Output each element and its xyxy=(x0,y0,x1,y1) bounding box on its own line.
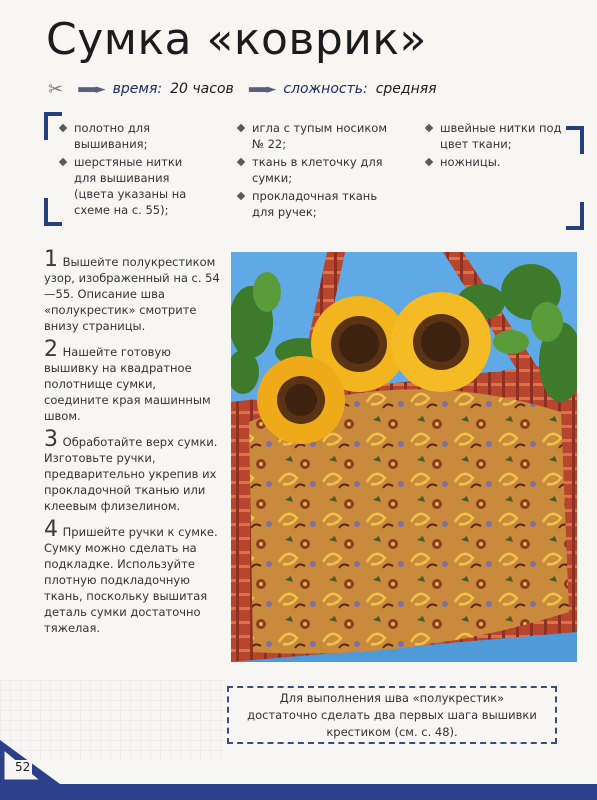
materials-column-1 xyxy=(58,120,208,220)
material-item: игла с тупым носиком № 22; xyxy=(236,120,396,152)
instruction-steps xyxy=(44,247,220,644)
step-number: 2 xyxy=(44,337,58,362)
scissors-icon: ✂ xyxy=(48,78,64,100)
step-number: 4 xyxy=(44,517,58,542)
step-text: Пришейте ручки к сумке. Сумку можно сделать на подкладке. Используйте плотную подкладочную ткань, поскольку вышитая деталь сумки достаточно тяжелая. xyxy=(44,525,218,635)
time-value: 20 часов xyxy=(170,81,234,97)
page-title: Сумка «коврик» xyxy=(46,14,427,65)
difficulty-label: сложность: xyxy=(283,81,368,97)
bracket-corner-top-right xyxy=(566,126,584,154)
stitch-note: Для выполнения шва «полукрестик» достаточно сделать два первых шага вышивки крестиком (см. с. 48). xyxy=(227,686,557,744)
difficulty-value: средняя xyxy=(375,81,437,97)
step-text: Обработайте верх сумки. Изготовьте ручки, предварительно укрепив их прокладочной тканью или клеевым флизелином. xyxy=(44,435,218,513)
step-4 xyxy=(44,517,220,636)
page-number: 52 xyxy=(15,760,31,774)
step-number: 3 xyxy=(44,427,58,452)
step-3 xyxy=(44,427,220,514)
materials-column-3 xyxy=(424,120,564,172)
material-item: полотно для вышивания; xyxy=(58,120,208,152)
step-2 xyxy=(44,337,220,424)
footer-bar xyxy=(0,784,597,800)
material-item: шерстяные нитки для вышивания (цвета указаны на схеме на с. 55); xyxy=(58,154,208,218)
material-item: швейные нитки под цвет ткани; xyxy=(424,120,564,152)
project-meta xyxy=(48,78,443,100)
step-1 xyxy=(44,247,220,334)
bracket-corner-bottom-right xyxy=(566,202,584,230)
arrow-icon: ▬▬► xyxy=(77,81,103,97)
step-text: Вышейте полукрестиком узор, изображенный на с. 54—55. Описание шва «полукрестик» смотрите внизу страницы. xyxy=(44,255,220,333)
material-item: ткань в клеточку для сумки; xyxy=(236,154,396,186)
step-text: Нашейте готовую вышивку на квадратное полотнище сумки, соедините края машинным швом. xyxy=(44,345,211,423)
material-item: прокладочная ткань для ручек; xyxy=(236,188,396,220)
materials-column-2 xyxy=(236,120,396,222)
step-number: 1 xyxy=(44,247,58,272)
material-item: ножницы. xyxy=(424,154,564,170)
bag-photo xyxy=(231,252,577,662)
arrow-icon: ▬▬► xyxy=(247,81,274,97)
time-label: время: xyxy=(112,81,163,97)
